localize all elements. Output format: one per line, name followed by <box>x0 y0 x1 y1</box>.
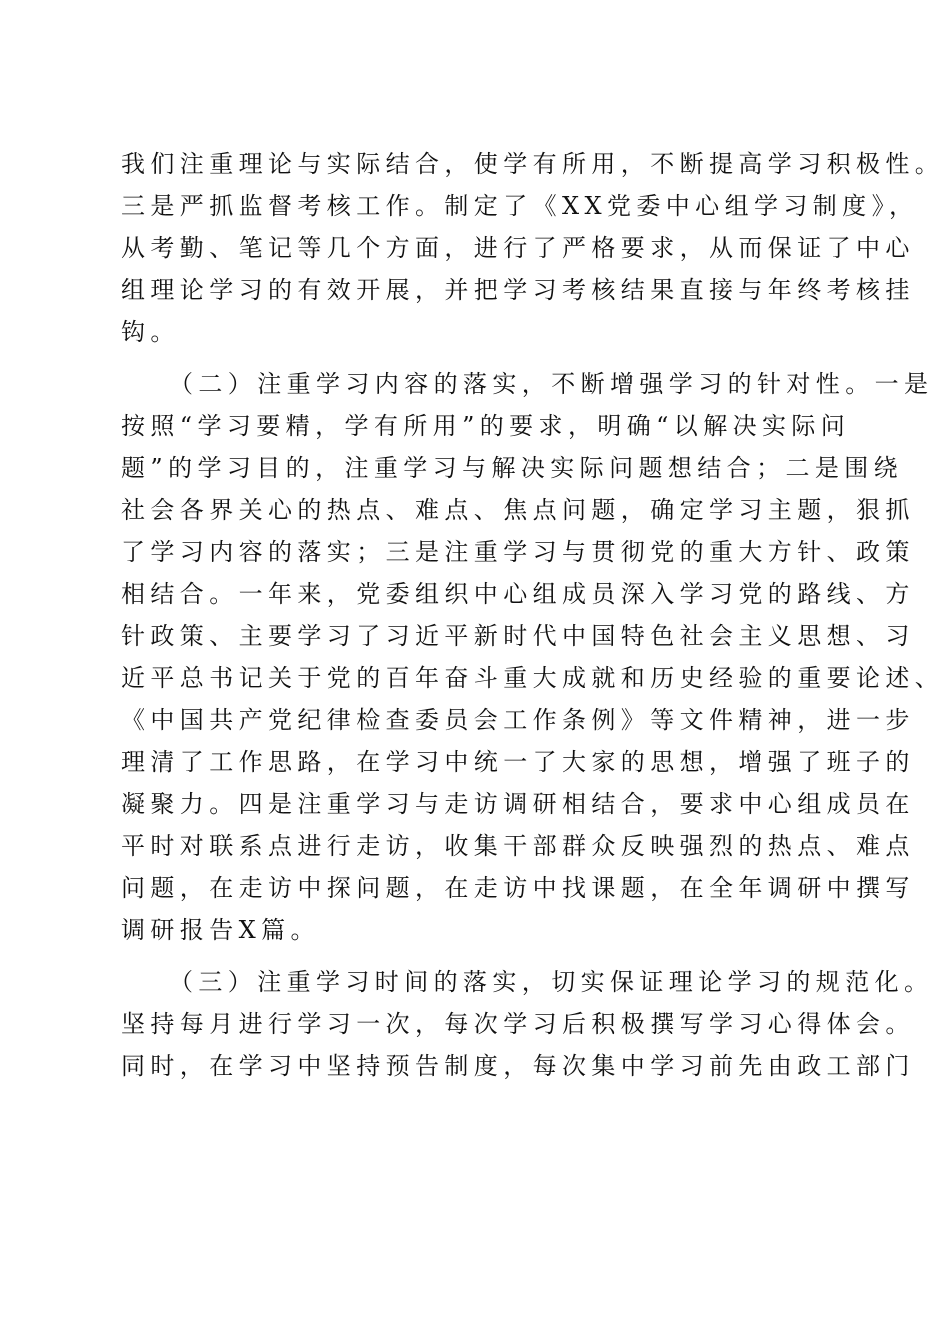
text-line: 平时对联系点进行走访，收集干部群众反映强烈的热点、难点 <box>121 832 915 860</box>
section-heading-line: （二）注重学习内容的落实，不断增强学习的针对性。一是 <box>169 370 934 398</box>
text-line: 钩。 <box>121 318 180 346</box>
text-line: 《中国共产党纪律检查委员会工作条例》等文件精神，进一步 <box>121 706 915 734</box>
text-line: 凝聚力。四是注重学习与走访调研相结合，要求中心组成员在 <box>121 790 915 818</box>
text-line: 理清了工作思路，在学习中统一了大家的思想，增强了班子的 <box>121 748 915 776</box>
text-line: 针政策、主要学习了习近平新时代中国特色社会主义思想、习 <box>121 622 915 650</box>
text-line: 我们注重理论与实际结合，使学有所用，不断提高学习积极性。 <box>121 150 945 178</box>
text-line: 同时，在学习中坚持预告制度，每次集中学习前先由政工部门 <box>121 1052 915 1080</box>
text-line: 坚持每月进行学习一次，每次学习后积极撰写学习心得体会。 <box>121 1010 915 1038</box>
text-line: 近平总书记关于党的百年奋斗重大成就和历史经验的重要论述、 <box>121 664 945 692</box>
text-line: 相结合。一年来，党委组织中心组成员深入学习党的路线、方 <box>121 580 915 608</box>
section-heading-line: （三）注重学习时间的落实，切实保证理论学习的规范化。 <box>169 968 934 996</box>
body-text <box>121 143 945 1087</box>
text-line: 从考勤、笔记等几个方面，进行了严格要求，从而保证了中心 <box>121 234 915 262</box>
text-line: 组理论学习的有效开展，并把学习考核结果直接与年终考核挂 <box>121 276 915 304</box>
text-line: 了学习内容的落实；三是注重学习与贯彻党的重大方针、政策 <box>121 538 915 566</box>
text-line: 问题，在走访中探问题，在走访中找课题，在全年调研中撰写 <box>121 874 915 902</box>
text-line: 社会各界关心的热点、难点、焦点问题，确定学习主题，狠抓 <box>121 496 915 524</box>
text-line: 按照“学习要精，学有所用”的要求，明确“以解决实际问 <box>121 412 851 440</box>
text-line: 三是严抓监督考核工作。制定了《XX党委中心组学习制度》， <box>121 192 919 220</box>
text-line: 题”的学习目的，注重学习与解决实际问题想结合；二是围绕 <box>121 454 904 482</box>
text-line: 调研报告X篇。 <box>121 916 320 944</box>
